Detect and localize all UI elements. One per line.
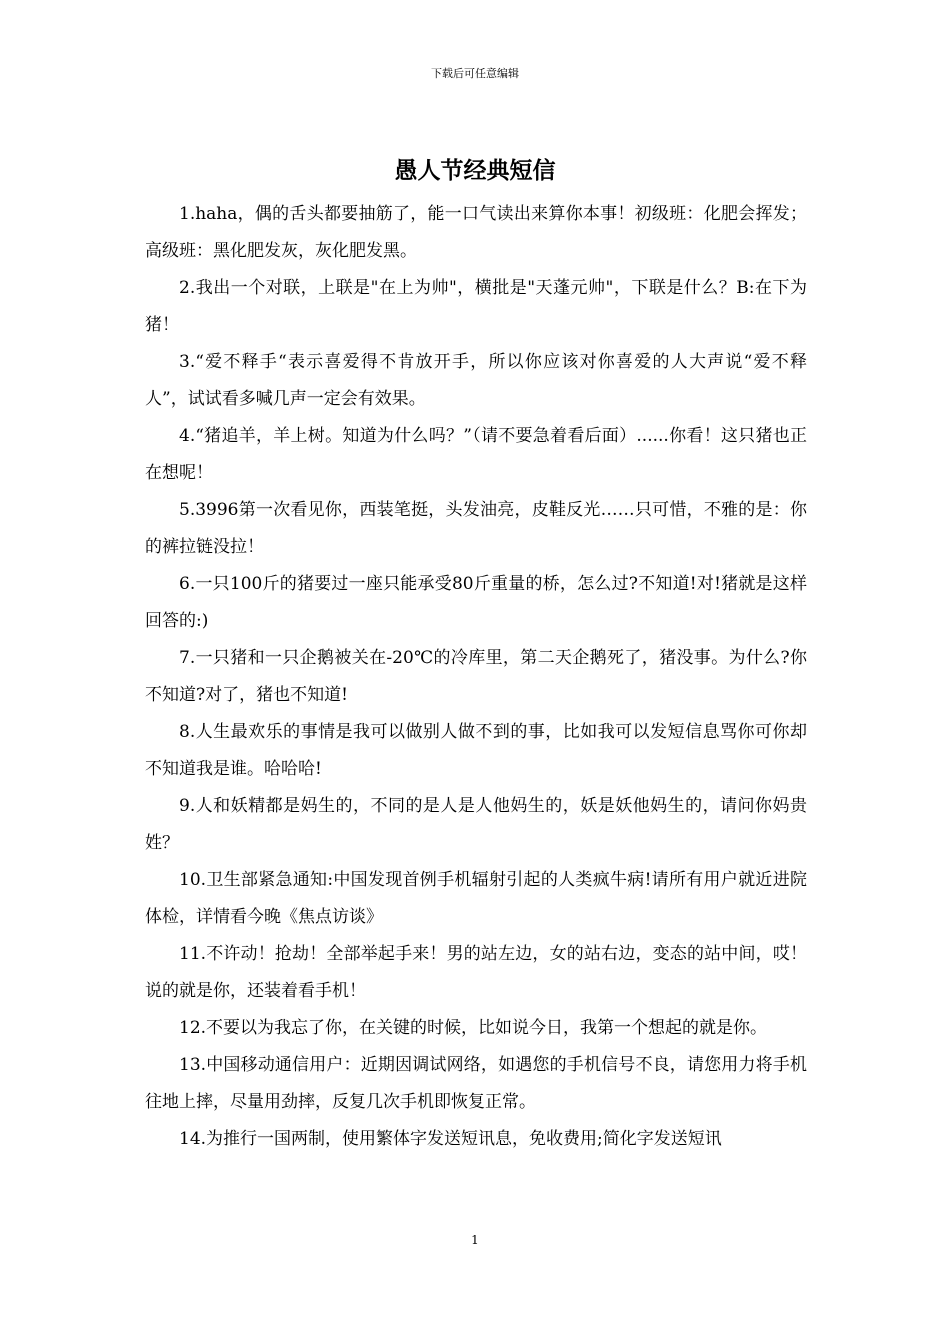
paragraph-4: 4.“猪追羊，羊上树。知道为什么吗？”（请不要急着看后面）......你看！这只猪也正在想呢！ (145, 426, 807, 483)
paragraph-2: 2.我出一个对联，上联是"在上为帅"，横批是"天蓬元帅"，下联是什么？B:在下为猪！ (145, 278, 807, 335)
document-title: 愚人节经典短信 (394, 158, 556, 184)
paragraph-8: 8.人生最欢乐的事情是我可以做别人做不到的事，比如我可以发短信息骂你可你却不知道我是谁。哈哈哈! (145, 722, 807, 779)
paragraph-3: 3.“爱不释手“表示喜爱得不肯放开手，所以你应该对你喜爱的人大声说“爱不释人”，试试看多喊几声一定会有效果。 (145, 352, 807, 409)
document-body (145, 196, 807, 1158)
paragraph-7: 7.一只猪和一只企鹅被关在-20℃的冷库里，第二天企鹅死了，猪没事。为什么?你不知道?对了，猪也不知道! (145, 648, 807, 705)
paragraph-6: 6.一只100斤的猪要过一座只能承受80斤重量的桥，怎么过?不知道!对!猪就是这样回答的:) (145, 574, 807, 631)
paragraph-9: 9.人和妖精都是妈生的，不同的是人是人他妈生的，妖是妖他妈生的，请问你妈贵姓？ (145, 796, 807, 853)
paragraph-11: 11.不许动！抢劫！全部举起手来！男的站左边，女的站右边，变态的站中间，哎！说的就是你，还装着看手机！ (145, 944, 807, 1001)
paragraph-14: 14.为推行一国两制，使用繁体字发送短讯息，免收费用;简化字发送短讯 (179, 1129, 722, 1149)
paragraph-13: 13.中国移动通信用户：近期因调试网络，如遇您的手机信号不良，请您用力将手机往地上摔，尽量用劲摔，反复几次手机即恢复正常。 (145, 1055, 807, 1112)
paragraph-10: 10.卫生部紧急通知:中国发现首例手机辐射引起的人类疯牛病!请所有用户就近进院体检，详情看今晚《焦点访谈》 (145, 870, 807, 927)
page-number: 1 (471, 1233, 479, 1247)
paragraph-12: 12.不要以为我忘了你，在关键的时候，比如说今日，我第一个想起的就是你。 (179, 1018, 768, 1038)
paragraph-5: 5.3996第一次看见你，西装笔挺，头发油亮，皮鞋反光……只可惜，不雅的是：你的裤拉链没拉！ (145, 500, 807, 557)
page-header-note: 下载后可任意编辑 (431, 67, 519, 80)
paragraph-1: 1.haha，偶的舌头都要抽筋了，能一口气读出来算你本事！初级班：化肥会挥发；高级班：黑化肥发灰，灰化肥发黑。 (145, 204, 807, 261)
